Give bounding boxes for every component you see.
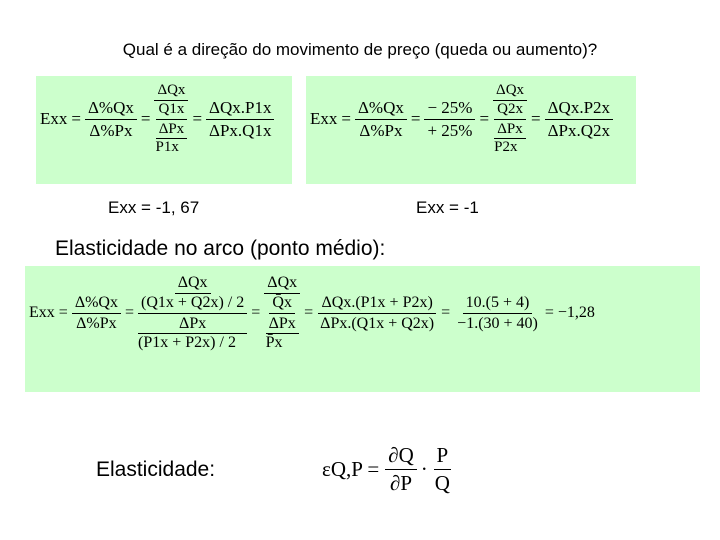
frac-num: 10.(5 + 4): [463, 294, 533, 314]
outer-num: ΔQx: [154, 82, 188, 101]
outer-num: ΔQx: [264, 274, 300, 294]
result-left: Exx = -1, 67: [108, 198, 200, 217]
dot: ·: [420, 457, 428, 481]
question-title: Qual é a direção do movimento de preço (queda ou aumento)?: [122, 40, 598, 59]
inner-num: Q2x: [494, 101, 526, 120]
inner-den: ΔPx: [158, 121, 185, 137]
frac-num: − 25%: [424, 98, 475, 120]
frac-den: Δ%Px: [76, 314, 117, 332]
inner-num: Q1x: [156, 101, 188, 120]
frac-num: Δ%Qx: [355, 98, 407, 120]
inner-den: ΔPx: [497, 121, 523, 137]
frac-den: + 25%: [427, 120, 473, 140]
lhs: Exx: [310, 109, 338, 128]
frac-den: Q: [434, 471, 450, 495]
inner-den: ΔPx: [179, 315, 207, 332]
frac-den: Δ%Px: [89, 120, 133, 140]
frac-den: ΔPx.Q2x: [547, 120, 611, 140]
lhs: Exx: [40, 109, 68, 128]
frac-den: ΔPx.(Q1x + Q2x): [320, 314, 435, 332]
frac-num: ΔQx.P1x: [206, 98, 274, 120]
formula-box-left: Exx = $\frac{\Delta\%Qx}{\Delta\%Px}$ = ΔQx $\frac{Q1x}{\text{ΔPx}}$ P1x = $\frac{\text{ΔQx.P1x}}{\text{ΔPx.Q1x}}$: [36, 76, 292, 184]
lhs: Exx: [29, 304, 55, 321]
frac-num: Δ%Qx: [85, 98, 137, 120]
arc-result: = −1,28: [544, 304, 595, 321]
frac-num: P: [434, 443, 452, 470]
inner-den: ΔPx: [268, 315, 296, 332]
outer-den: P̄x: [266, 333, 299, 352]
outer-num: ΔQx: [493, 82, 527, 101]
frac-den: Δ%Px: [359, 120, 403, 140]
outer-den: P2x: [494, 138, 526, 156]
elasticity-label: Elasticidade:: [96, 458, 216, 481]
result-right: Exx = -1: [416, 198, 479, 217]
frac-num: ∂Q: [385, 443, 417, 470]
frac-num: Δ%Qx: [72, 294, 121, 314]
frac-num: ΔQx.(P1x + P2x): [318, 294, 435, 314]
outer-num: ΔQx: [175, 274, 211, 294]
frac-den: ΔPx.Q1x: [209, 120, 272, 140]
inner-num: (Q1x + Q2x) / 2: [138, 294, 247, 314]
frac-den: ∂P: [389, 471, 413, 495]
arc-formula-box: Exx = $\frac{\Delta\%Qx}{\Delta\%Px}$ = ΔQx $\frac{(Q1x + Q2x) / 2}{\text{ΔPx}}$ (P1x + P2x) / 2 = ΔQx $\frac{Q̄x}{\text{ΔPx}}$ P̄x = $\frac{\text{ΔQx.(P1x + P2x)}}{\text{ΔPx.(Q1x + Q2x)}}$ = $\frac{10.(5 + 4)}{-1.(30 + 40)}$ = −1,28: [25, 266, 700, 392]
inner-num: Q̄x: [269, 294, 295, 314]
elasticity-formula: [322, 443, 453, 496]
frac-den: −1.(30 + 40): [457, 314, 538, 332]
outer-den: P1x: [156, 138, 188, 156]
epsilon-lhs: εQ,P =: [322, 457, 380, 481]
frac-num: ΔQx.P2x: [545, 98, 613, 120]
formula-box-right: Exx = $\frac{\Delta\%Qx}{\Delta\%Px}$ = $\frac{- 25\%}{+ 25\%}$ = ΔQx $\frac{Q2x}{\text{ΔPx}}$ P2x = $\frac{\text{ΔQx.P2x}}{\text{ΔPx.Q2x}}$: [306, 76, 636, 184]
outer-den: (P1x + P2x) / 2: [138, 333, 247, 352]
arc-heading: Elasticidade no arco (ponto médio):: [55, 237, 386, 260]
